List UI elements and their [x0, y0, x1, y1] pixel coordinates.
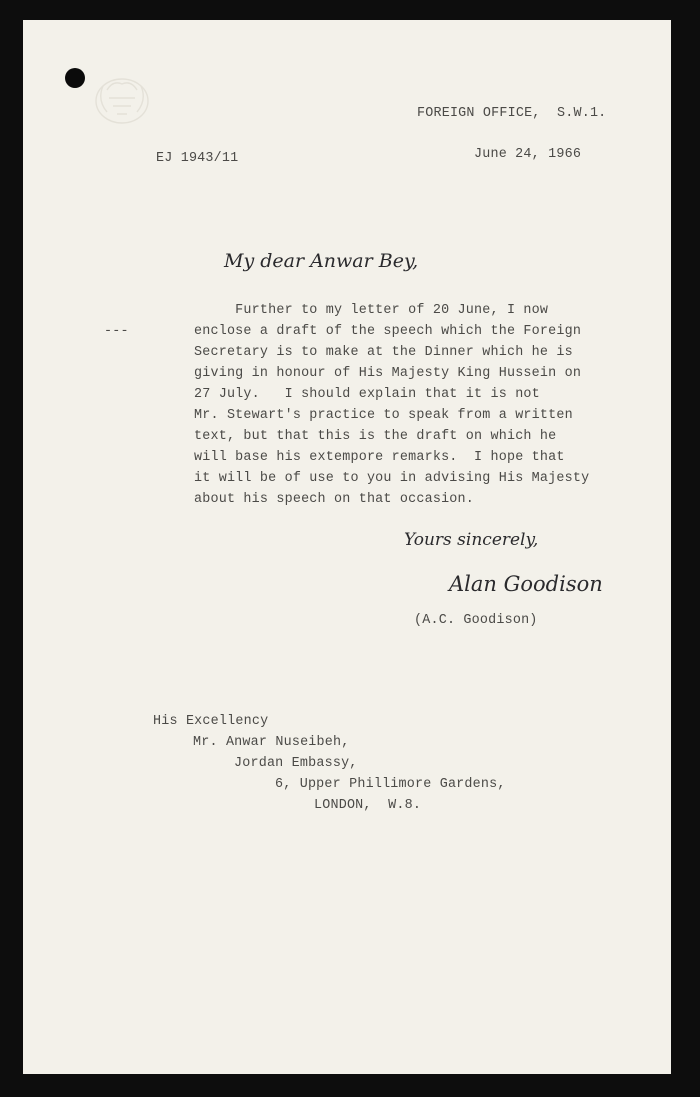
letter-sheet	[23, 20, 671, 1074]
body-line: about his speech on that occasion.	[194, 492, 475, 507]
body-line: will base his extempore remarks. I hope that	[194, 450, 565, 465]
signature: Alan Goodison	[449, 572, 603, 596]
address-line: His Excellency	[153, 714, 269, 729]
closing: Yours sincerely,	[404, 530, 539, 550]
address-line: Mr. Anwar Nuseibeh,	[193, 735, 350, 750]
body-line: it will be of use to you in advising His Majesty	[194, 471, 590, 486]
body-line: 27 July. I should explain that it is not	[194, 387, 540, 402]
body-line: Secretary is to make at the Dinner which he is	[194, 345, 573, 360]
body-line: Mr. Stewart's practice to speak from a written	[194, 408, 573, 423]
body-line: Further to my letter of 20 June, I now	[194, 303, 549, 318]
address-line: Jordan Embassy,	[234, 756, 358, 771]
office-address: FOREIGN OFFICE, S.W.1.	[417, 106, 607, 121]
salutation: My dear Anwar Bey,	[224, 250, 419, 272]
punch-hole	[65, 68, 85, 88]
letter-date: June 24, 1966	[474, 147, 582, 162]
signature-typed-name: (A.C. Goodison)	[414, 613, 538, 628]
address-line: LONDON, W.8.	[314, 798, 422, 813]
address-line: 6, Upper Phillimore Gardens,	[275, 777, 506, 792]
crest-emboss-icon	[89, 68, 155, 130]
body-line: text, but that this is the draft on which he	[194, 429, 557, 444]
reference-number: EJ 1943/11	[156, 151, 239, 166]
body-line: giving in honour of His Majesty King Hussein on	[194, 366, 582, 381]
body-line: enclose a draft of the speech which the Foreign	[194, 324, 582, 339]
margin-mark: ---	[104, 324, 129, 339]
